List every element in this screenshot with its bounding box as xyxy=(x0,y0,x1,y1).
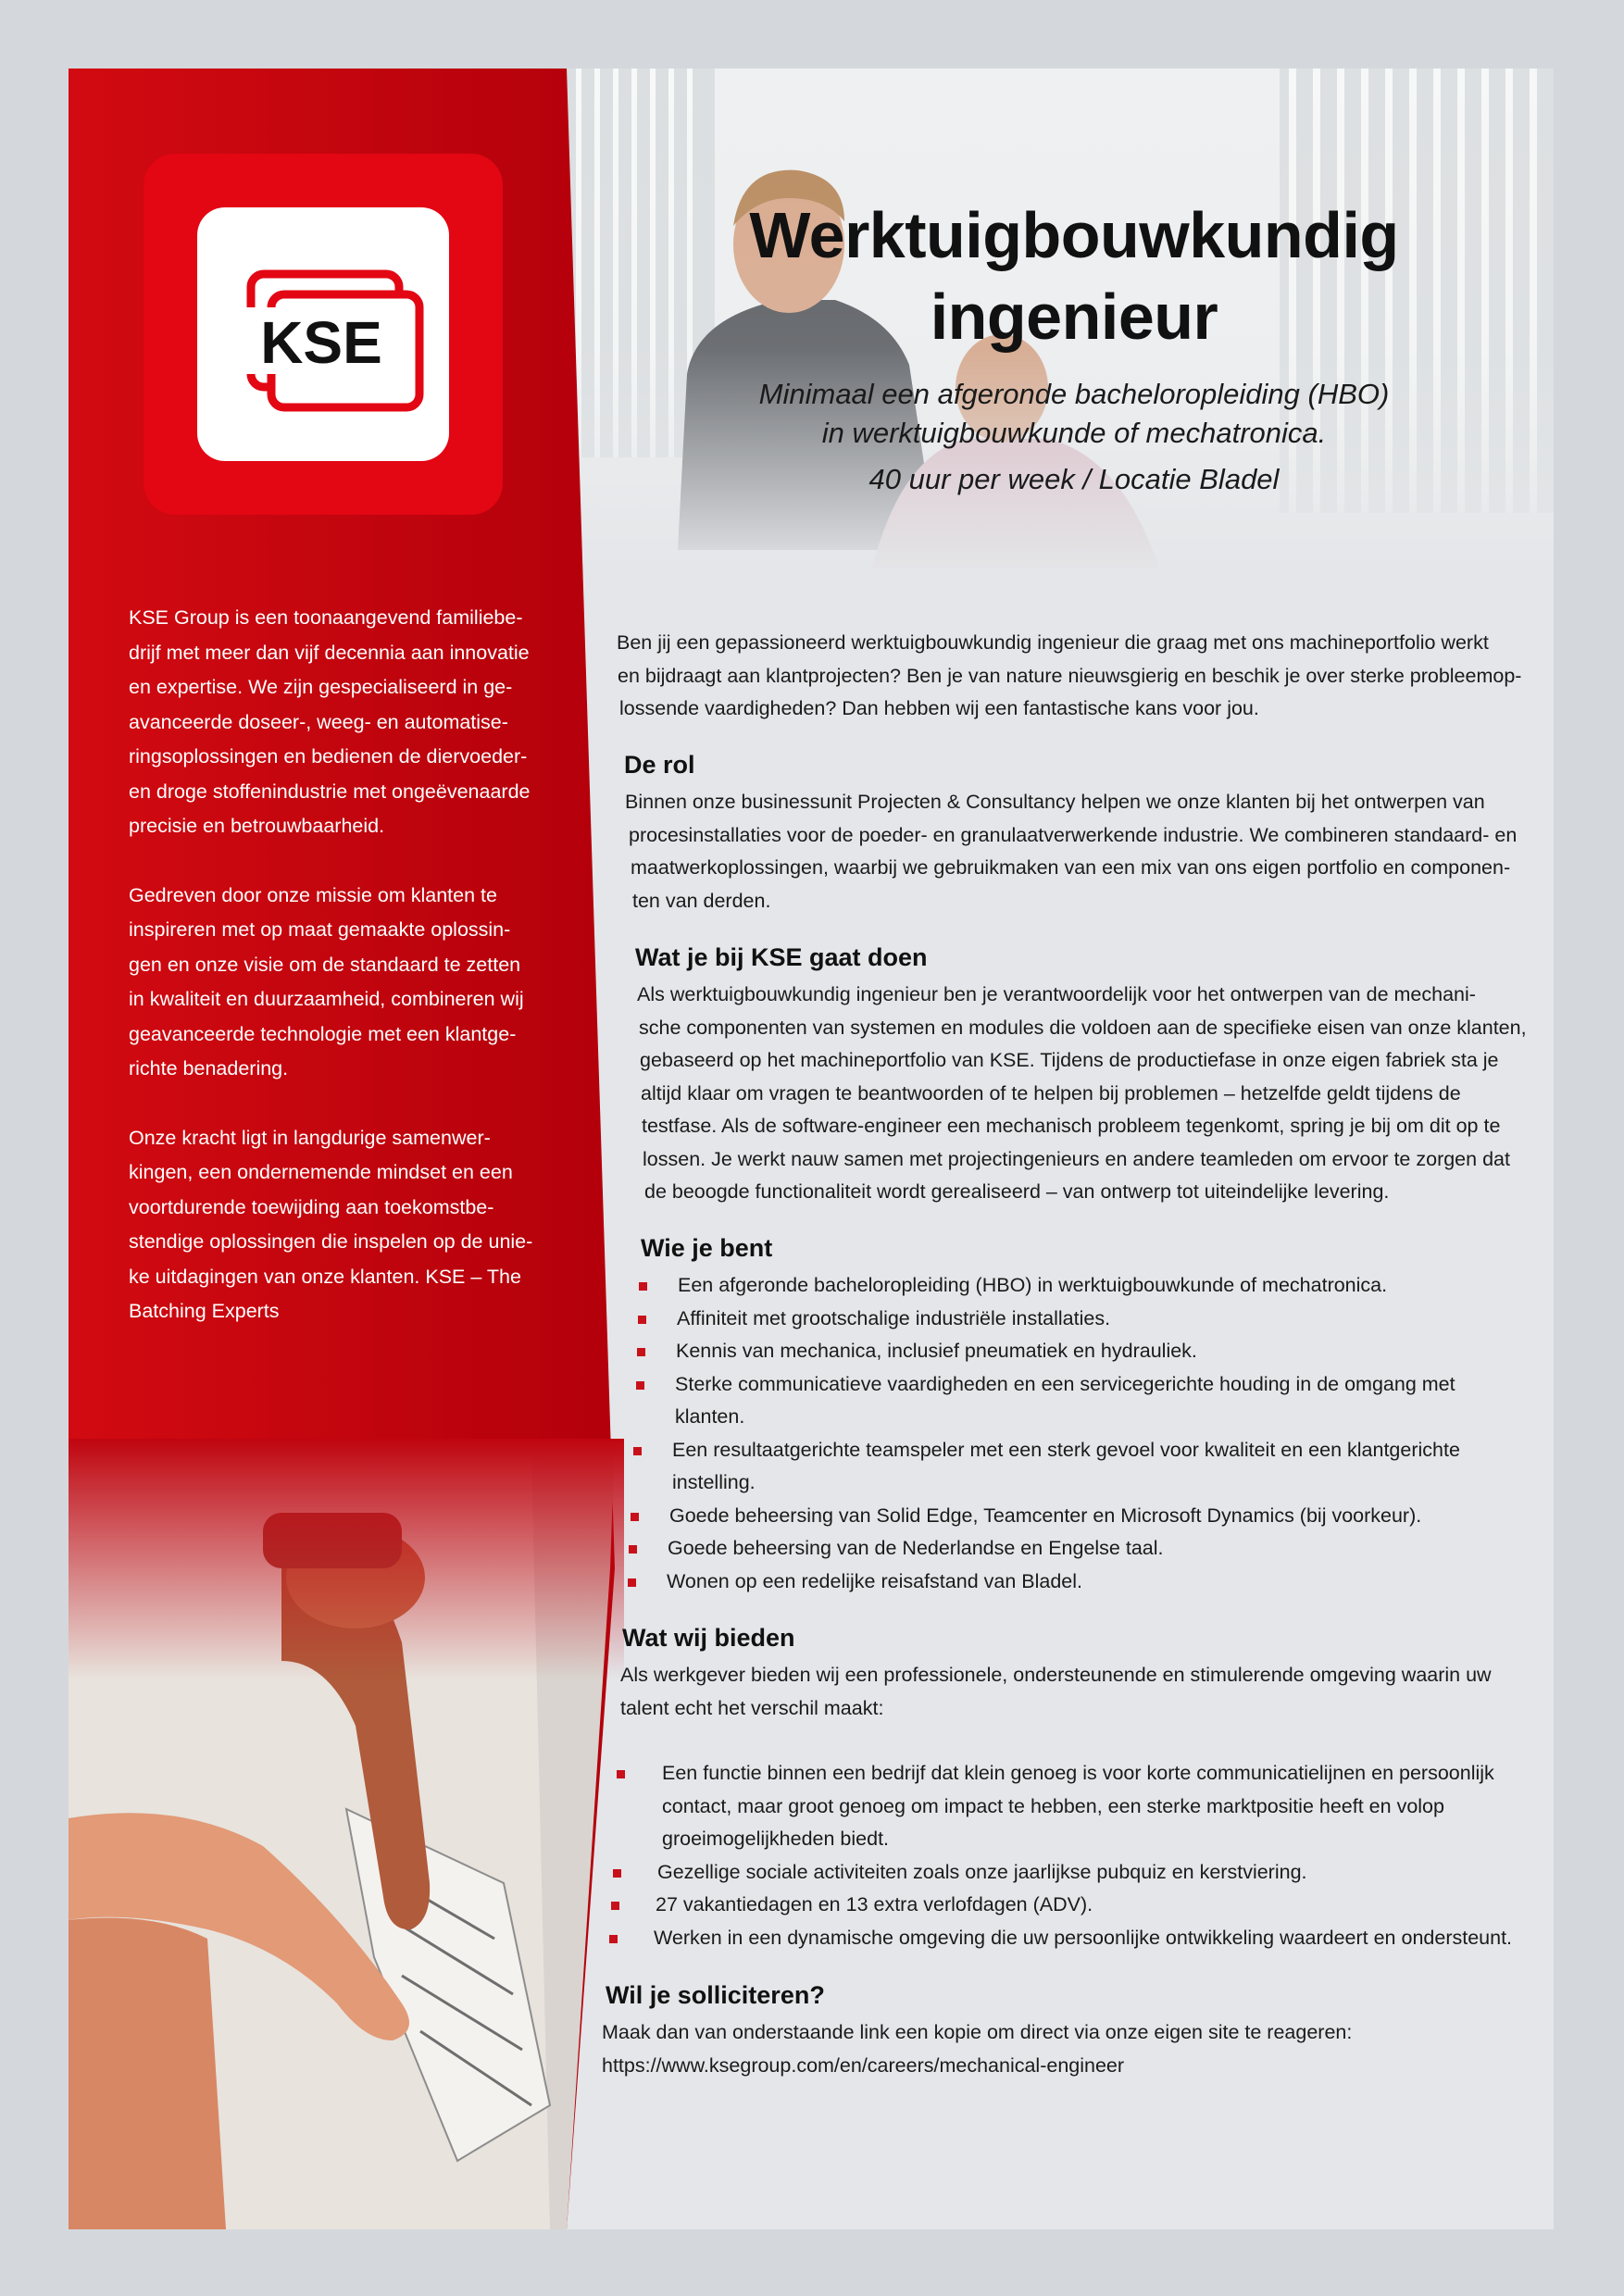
company-intro xyxy=(129,601,573,1364)
doen-text: Als werktuigbouwkundig ingenieur ben je verantwoordelijk voor het ontwerpen van de mechani- sche componenten van systemen en modules die voldoen aan de specifieke eisen van onze klanten, gebaseerd op het machineportfolio van KSE. Tijdens de productiefase in onze eigen fabriek sta je altijd klaar om vragen te beantwoorden of te helpen bij problemen – hetzelfde geldt tijdens de testfase. Als de software-engineer een mechanisch probleem tegenkomt, spring je bij om dit op te lossen. Je werkt nauw samen met projectingenieurs en andere teamleden om ervoor te zorgen dat de beoogde functionaliteit wordt gerealiseerd – van ontwerp tot uiteindelijke levering. xyxy=(637,983,1527,1203)
hours-location: 40 uur per week / Locatie Bladel xyxy=(868,463,1280,495)
apply-link[interactable]: https://www.ksegroup.com/en/careers/mechanical-engineer xyxy=(602,2054,1125,2077)
heading-solliciteren: Wil je solliciteren? xyxy=(606,1981,825,2009)
list-item: Gezellige sociale activiteiten zoals onze jaarlijkse pubquiz en kerstviering. xyxy=(613,1856,1552,1890)
intro-paragraph-3: Onze kracht ligt in langdurige samenwer- kingen, een ondernemende mindset en een voortdurende toewijding aan toekomstbe- stendige oplossingen die inspelen op de unie- ke uitdagingen van onze klanten. KSE – The Batching Experts xyxy=(129,1126,533,1322)
list-item: Goede beheersing van de Nederlandse en Engelse taal. xyxy=(629,1532,1565,1566)
heading-doen: Wat je bij KSE gaat doen xyxy=(635,943,928,971)
job-title: Werktuigbouwkundig ingenieur xyxy=(749,199,1399,353)
list-item: Wonen op een redelijke reisafstand van Bladel. xyxy=(628,1566,1565,1599)
job-subtitle: Minimaal een afgeronde bacheloropleiding (HBO) in werktuigbouwkunde of mechatronica. xyxy=(758,378,1390,449)
heading-bent: Wie je bent xyxy=(641,1234,773,1262)
bent-list xyxy=(639,1269,1565,1598)
intro-paragraph-2: Gedreven door onze missie om klanten te inspireren met op maat gemaakte oplossin- gen en onze visie om de standaard te zetten in kwaliteit en duurzaamheid, combineren wij geavanceerde technologie met een klantge- richte benadering. xyxy=(129,883,524,1079)
bieden-text: Als werkgever bieden wij een professionele, ondersteunende en stimulerende omgeving waarin uw talent echt het verschil maakt: xyxy=(620,1664,1492,1719)
list-item: Een resultaatgerichte teamspeler met een sterk gevoel voor kwaliteit en een klantgerichte instelling. xyxy=(633,1434,1565,1500)
list-item: 27 vakantiedagen en 13 extra verlofdagen (ADV). xyxy=(611,1889,1552,1922)
solliciteren-text: Maak dan van onderstaande link een kopie om direct via onze eigen site te reageren: xyxy=(602,2021,1353,2043)
intro-paragraph-1: KSE Group is een toonaangevend familiebe- drijf met meer dan vijf decennia aan innovatie en expertise. We zijn gespecialiseerd in ge- avanceerde doseer-, weeg- en automatise- ringsoplossingen en bedienen de diervoeder- en droge stoffenindustrie met ongeëvenaarde precisie en betrouwbaarheid. xyxy=(129,606,531,837)
list-item: Affiniteit met grootschalige industriële installaties. xyxy=(638,1303,1565,1336)
kse-logo xyxy=(197,207,449,461)
heading-bieden: Wat wij bieden xyxy=(622,1624,795,1652)
list-item: Goede beheersing van Solid Edge, Teamcenter en Microsoft Dynamics (bij voorkeur). xyxy=(631,1500,1565,1533)
list-item: Werken in een dynamische omgeving die uw persoonlijke ontwikkeling waardeert en ondersteunt. xyxy=(609,1922,1552,1955)
list-item: Een afgeronde bacheloropleiding (HBO) in werktuigbouwkunde of mechatronica. xyxy=(639,1269,1565,1303)
list-item: Sterke communicatieve vaardigheden en een servicegerichte houding in de omgang met klanten. xyxy=(636,1368,1565,1434)
heading-rol: De rol xyxy=(624,751,695,779)
logo-text: KSE xyxy=(260,309,382,376)
job-intro: Ben jij een gepassioneerd werktuigbouwkundig ingenieur die graag met ons machineportfolio werkt en bijdraagt aan klantprojecten? Ben je van nature nieuwsgierig en beschik je over sterke probleemop- lossende vaardigheden? Dan hebben wij een fantastische kans voor jou. xyxy=(617,631,1522,719)
rol-text: Binnen onze businessunit Projecten & Consultancy helpen we onze klanten bij het ontwerpen van procesinstallaties voor de poeder- en granulaatverwerkende industrie. We combineren standaard- en maatwerkoplossingen, waarbij we gebruikmaken van een mix van ons eigen portfolio en componen- ten van derden. xyxy=(625,791,1518,912)
list-item: Kennis van mechanica, inclusief pneumatiek en hydrauliek. xyxy=(637,1335,1565,1368)
logo-badge xyxy=(144,154,503,515)
bieden-list xyxy=(617,1757,1552,1954)
list-item: Een functie binnen een bedrijf dat klein genoeg is voor korte communicatielijnen en persoonlijk contact, maar groot genoeg om impact te hebben, een sterke marktpositie heeft en volop groeimogelijkheden biedt. xyxy=(617,1757,1552,1856)
